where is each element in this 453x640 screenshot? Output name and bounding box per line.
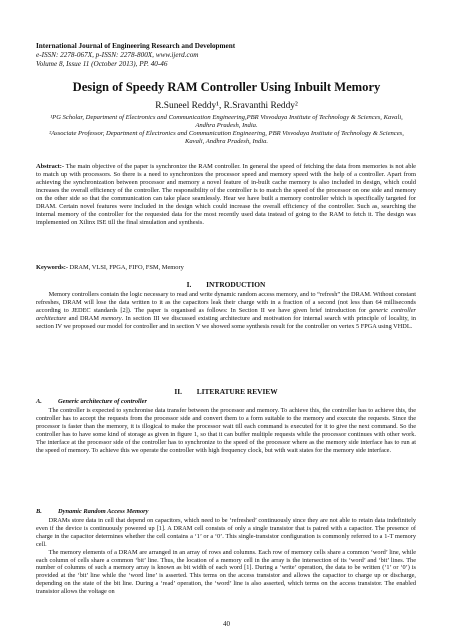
- journal-header: [36, 42, 416, 69]
- subsection-a-text: The controller is expected to synchronise data transfer between the processor and memory. To achieve this, the controller has to achieve this, the controller has to accept the requests from the processor side and convert them to a form suitable to the memory and execute the requests. Since the processor is faster than the memory, it is illogical to make the processor wait till each command is executed for it to give the next command. So the controller has to have some kind of storage as given in figure 1, so that it can buffer multiple requests while the processor continues with other work. The interface at the processor side of the controller has to synchronize to the speed of the processor where as the memory side interface has to run at the speed of memory. To achieve this we operate the controller with high frequency clock, but with wait states for the memory side interface.: [36, 407, 416, 454]
- section-heading-literature-review: II. LITERATURE REVIEW: [174, 387, 278, 396]
- keywords-label: Keywords:-: [36, 264, 68, 271]
- abstract-label: Abstract:-: [36, 163, 65, 170]
- intro-italic-1: generic controller architecture: [36, 306, 416, 322]
- paper-title: Design of Speedy RAM Controller Using Inbuilt Memory: [72, 80, 381, 94]
- paper-authors: R.Suneel Reddy¹, R.Sravanthi Reddy²: [155, 101, 298, 111]
- subsection-b-paragraphs: [36, 517, 416, 596]
- keywords: [36, 264, 416, 272]
- abstract-text: The main objective of the paper is synchronize the RAM controller. In general the speed of fetching the data from memories is not able to match up with processors. So there is a need to synchronizes the processor speed and memory speed with the help of a controller. Apart from achieving the synchronization between processor and memory a novel feature of in-built cache memory is also included in design, which could increases the overall efficiency of the controller. The responsibility of the controller is to match the speed of the processor on one side and memory on the other side so that the communication can take place seamlessly. Hear we have built a memory controller which is specifically targeted for DRAM. Certain novel features were included in the design which could increase the overall efficiency of the controller. Such as, searching the internal memory of the controller for the requested data for the most recently used data instead of going to the RAM to fetch it. The design was implemented on Xilinx ISE till the final simulation and synthesis.: [36, 163, 416, 226]
- subsection-b-text-2: The memory elements of a DRAM are arranged in an array of rows and columns. Each row of memory cells share a common ‘word’ line, while each column of cells share a common ‘bit’ line. Thus, the location of a memory cell in the array is the intersection of its ‘word’ and ‘bit’ lines. The number of columns of such a memory array is known as bit width of each word [1]. During a ‘write’ operation, the data to be written (‘1’ or ‘0’) is provided at the ‘bit’ line while the ‘word line’ is asserted. This terms on the access transistor and allows the capacitor to charge up or discharge, depending on the state of the bit line. During a ‘read’ operation, the ‘word’ line is also asserted, which terms on the access transistor. The enabled transistor allows the voltage on: [36, 548, 416, 596]
- intro-text-2: and DRAM: [66, 314, 102, 322]
- journal-issn: e-ISSN: 2278-067X, p-ISSN: 2278-800X, www.ijerd.com: [36, 51, 199, 59]
- subsection-a-label: A.: [36, 398, 42, 405]
- subsection-b-text-1: DRAMs store data in cell that depend on capacitors, which need to be ‘refreshed’ continuously since they are not able to retain data indefinitely even if the device is continuously powered up [1]. A DRAM cell consists of only a single transistor that is paired with a capacitor. The presence of charge in the capacitor determines whether the cell contains a ‘1’ or a ‘0’. This single-transistor configuration is commonly referred to a 1-T memory cell.: [36, 517, 416, 548]
- subsection-a-paragraph: [36, 407, 416, 454]
- introduction-paragraph: [36, 291, 416, 331]
- intro-text-3: . In section III we discussed existing architecture and motivation for internal search with principle of locality, in section IV we proposed our model for controller and in section V we showed some synthesis result for the controller on vertex 5 FPGA using VHDL.: [36, 314, 416, 330]
- intro-text-1: Memory controllers contain the logic necessary to read and write dynamic random access memory, and to “refresh” the DRAM. Without constant refreshes, DRAM will lose the data written to it as the capacitors leak their charge with in a fraction of a second (not less than 64 milliseconds according to JEDEC standards [2]). The paper is organised as follows: In Section II we have given brief introduction for: [36, 291, 416, 314]
- intro-italic-2: memory: [101, 314, 122, 322]
- subsection-a-title: Generic architecture of controller: [58, 398, 147, 405]
- affiliation-1: ¹PG Scholar, Department of Electronics and Communication Engineering,PBR Visvodaya Institute of Technology & Sciences, Kavali, Andhra Pradesh, India.: [50, 114, 403, 129]
- subsection-heading-b: [36, 508, 416, 516]
- affiliation-2: ²Associate Professor, Department of Electronics and Communication Engineering, PBR Visvodaya Institute of Technology & Sciences, Kavali, Andhra Pradesh, India.: [49, 130, 404, 145]
- paper-affiliations: [40, 114, 413, 146]
- subsection-b-title: Dynamic Random Access Memory: [58, 508, 149, 515]
- subsection-heading-a: [36, 398, 416, 406]
- page-number: 40: [223, 620, 230, 628]
- journal-volume: Volume 8, Issue 11 (October 2013), PP. 40-46: [36, 60, 168, 68]
- section-heading-introduction: I. INTRODUCTION: [186, 280, 266, 289]
- subsection-b-paragraph-1: [36, 517, 416, 549]
- subsection-b-paragraph-2: [36, 549, 416, 596]
- abstract: [36, 163, 416, 227]
- subsection-b-label: B.: [36, 508, 42, 515]
- journal-name: International Journal of Engineering Research and Development: [36, 42, 236, 50]
- keywords-text: DRAM, VLSI, FPGA, FIFO, FSM, Memory: [67, 264, 184, 271]
